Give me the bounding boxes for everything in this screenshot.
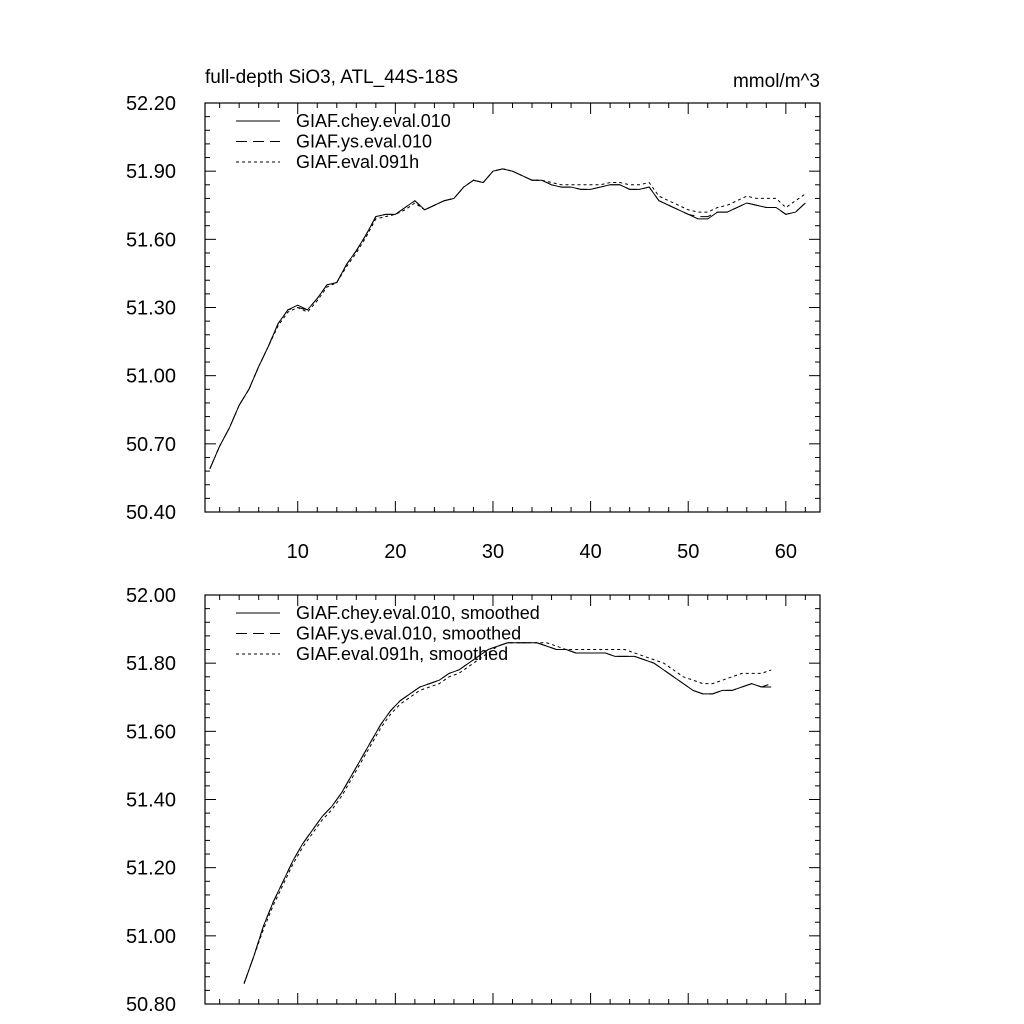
legend-label-3: GIAF.eval.091h, smoothed xyxy=(296,644,509,664)
y-tick-label: 50.70 xyxy=(125,433,176,456)
legend-label-1: GIAF.chey.eval.010 xyxy=(296,111,451,131)
y-tick-label: 52.20 xyxy=(125,93,176,115)
y-tick-label: 51.40 xyxy=(125,789,176,812)
y-tick-label: 51.00 xyxy=(125,925,176,948)
x-tick-label: 20 xyxy=(384,541,407,563)
y-tick-label: 51.90 xyxy=(125,161,176,184)
x-tick-label: 50 xyxy=(677,541,700,563)
y-tick-label: 51.00 xyxy=(125,365,176,388)
y-tick-label: 51.20 xyxy=(125,857,176,880)
x-tick-label: 30 xyxy=(481,541,505,563)
legend-label-2: GIAF.ys.eval.010, smoothed xyxy=(296,623,522,644)
x-tick-label: 40 xyxy=(579,541,602,563)
series-line-2 xyxy=(210,169,805,469)
series-line-2 xyxy=(244,643,771,984)
x-tick-label: 10 xyxy=(286,541,309,563)
top-panel xyxy=(126,67,820,563)
y-tick-label: 51.60 xyxy=(125,721,176,744)
x-tick-label: 60 xyxy=(774,541,797,563)
y-tick-label: 52.00 xyxy=(125,585,176,607)
legend-label-1: GIAF.chey.eval.010, smoothed xyxy=(296,603,540,623)
y-tick-label: 51.60 xyxy=(125,229,176,252)
legend-label-3: GIAF.eval.091h xyxy=(296,152,420,172)
y-tick-label: 50.40 xyxy=(125,502,176,524)
series-line-3 xyxy=(244,643,771,984)
series-line-3 xyxy=(210,169,805,469)
y-tick-label: 50.80 xyxy=(125,994,176,1016)
y-tick-label: 51.80 xyxy=(125,653,176,676)
units-label: mmol/m^3 xyxy=(732,71,820,92)
legend-label-2: GIAF.ys.eval.010 xyxy=(296,131,433,152)
chart-title: full-depth SiO3, ATL_44S-18S xyxy=(205,67,459,88)
series-line-1 xyxy=(210,169,805,469)
y-tick-label: 51.30 xyxy=(125,297,176,320)
bottom-panel xyxy=(126,585,820,1016)
series-line-1 xyxy=(244,643,771,984)
